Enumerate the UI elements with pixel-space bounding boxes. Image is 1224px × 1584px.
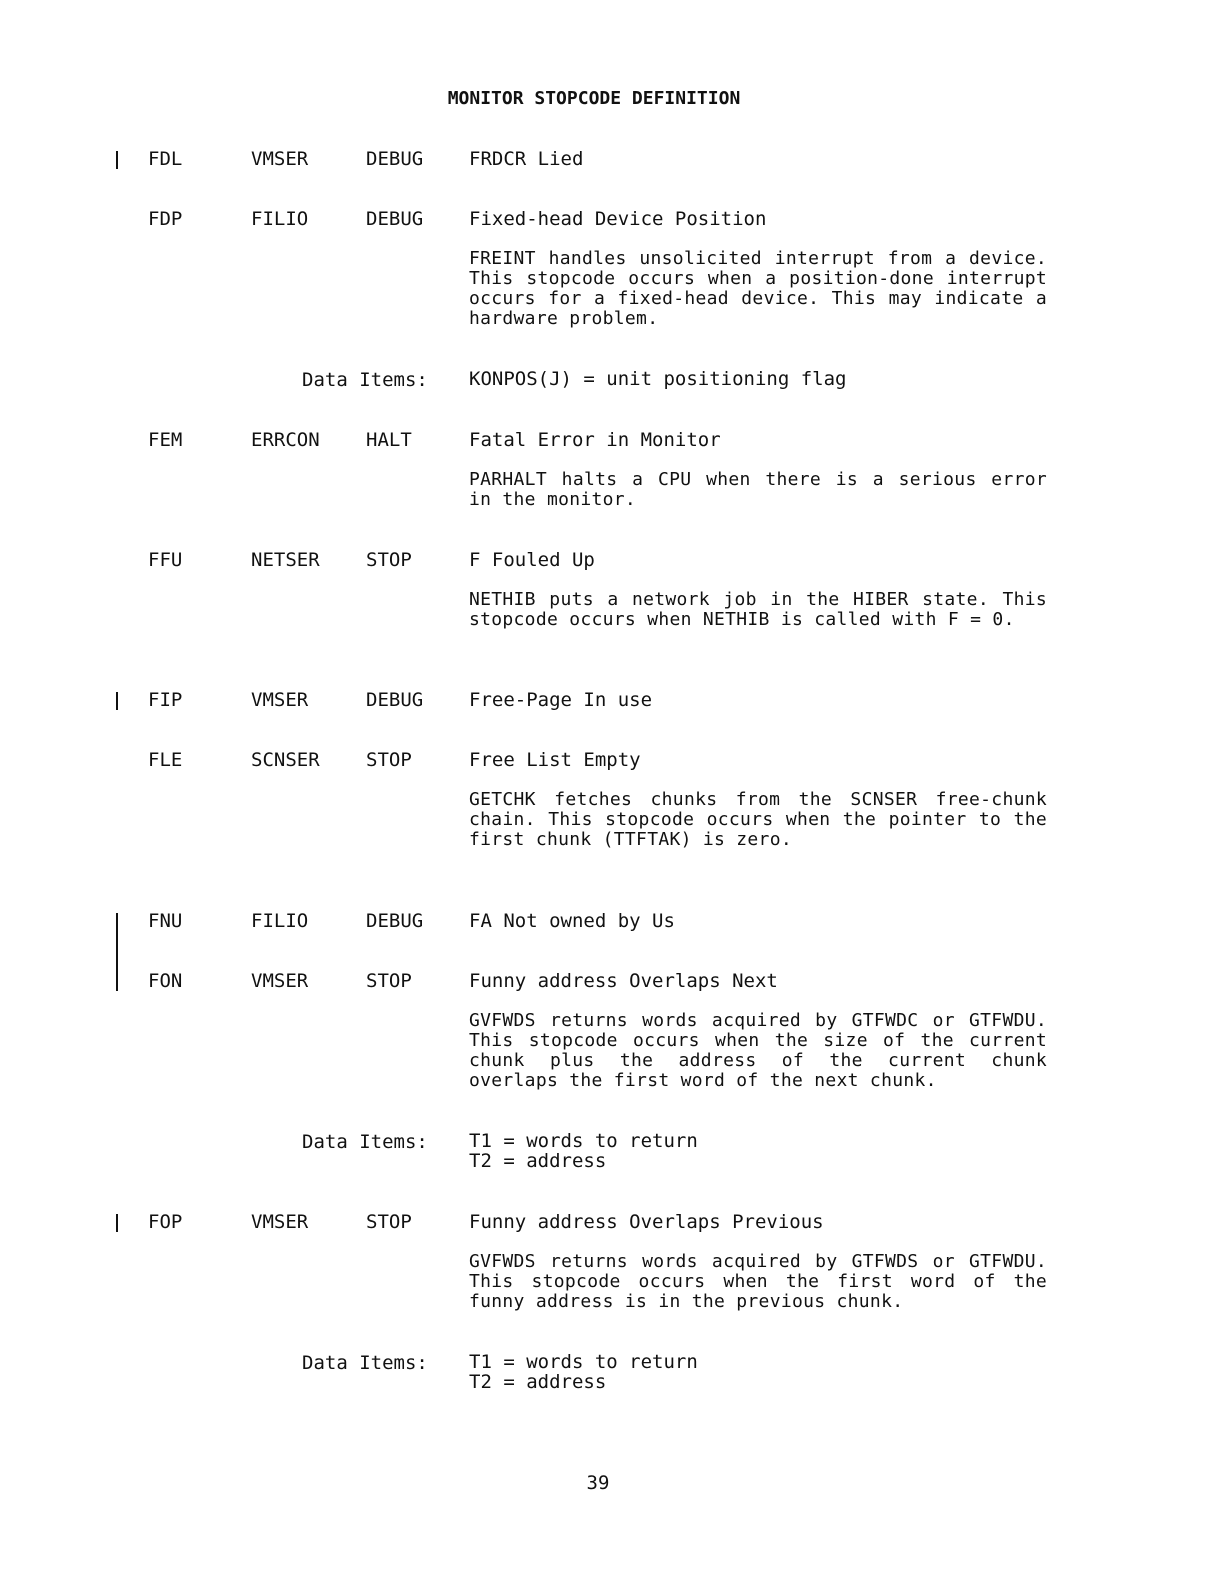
stopcode-action: STOP	[366, 749, 412, 771]
stopcode-name: FDP	[148, 208, 183, 230]
stopcode-title: FRDCR Lied	[469, 148, 584, 170]
stopcode-action: DEBUG	[366, 689, 424, 711]
stopcode-module: FILIO	[251, 910, 309, 932]
data-items-label: Data Items:	[302, 1352, 428, 1374]
stopcode-module: SCNSER	[251, 749, 320, 771]
data-items-list	[469, 369, 847, 389]
stopcode-action: DEBUG	[366, 910, 424, 932]
change-bar	[116, 151, 118, 169]
stopcode-module: VMSER	[251, 970, 309, 992]
stopcode-action: STOP	[366, 549, 412, 571]
stopcode-name: FDL	[148, 148, 183, 170]
data-items-label: Data Items:	[302, 369, 428, 391]
stopcode-description: GVFWDS returns words acquired by GTFWDC or GTFWDU. This stopcode occurs when the size of the current chunk plus the address of the current chunk overlaps the first word of the next chunk.	[469, 1010, 1047, 1091]
stopcode-description: GVFWDS returns words acquired by GTFWDS or GTFWDU. This stopcode occurs when the first word of the funny address is in the previous chunk.	[469, 1251, 1047, 1312]
data-items-list	[469, 1352, 698, 1392]
data-item: T2 = address	[469, 1371, 607, 1393]
stopcode-title: Fatal Error in Monitor	[469, 429, 721, 451]
stopcode-name: FIP	[148, 689, 183, 711]
page-title: MONITOR STOPCODE DEFINITION	[447, 88, 741, 109]
stopcode-name: FOP	[148, 1211, 183, 1233]
page-number: 39	[586, 1472, 610, 1494]
stopcode-name: FNU	[148, 910, 183, 932]
data-item: T1 = words to return	[469, 1351, 698, 1373]
stopcode-action: STOP	[366, 970, 412, 992]
data-items-label: Data Items:	[302, 1131, 428, 1153]
change-bar	[116, 1214, 118, 1232]
stopcode-description: PARHALT halts a CPU when there is a serious error in the monitor.	[469, 469, 1047, 510]
stopcode-title: Funny address Overlaps Next	[469, 970, 778, 992]
stopcode-module: ERRCON	[251, 429, 320, 451]
data-item: T1 = words to return	[469, 1130, 698, 1152]
stopcode-title: FA Not owned by Us	[469, 910, 675, 932]
stopcode-module: VMSER	[251, 148, 309, 170]
stopcode-description: GETCHK fetches chunks from the SCNSER free-chunk chain. This stopcode occurs when the pointer to the first chunk (TTFTAK) is zero.	[469, 789, 1047, 850]
stopcode-title: Funny address Overlaps Previous	[469, 1211, 824, 1233]
stopcode-description: FREINT handles unsolicited interrupt from a device. This stopcode occurs when a position-done interrupt occurs for a fixed-head device. This may indicate a hardware problem.	[469, 248, 1047, 329]
change-bar	[116, 692, 118, 710]
stopcode-module: FILIO	[251, 208, 309, 230]
stopcode-title: Free-Page In use	[469, 689, 653, 711]
stopcode-name: FFU	[148, 549, 183, 571]
stopcode-description: NETHIB puts a network job in the HIBER state. This stopcode occurs when NETHIB is called with F = 0.	[469, 589, 1047, 630]
stopcode-action: DEBUG	[366, 148, 424, 170]
data-items-list	[469, 1131, 698, 1171]
data-item: T2 = address	[469, 1150, 607, 1172]
stopcode-title: Fixed-head Device Position	[469, 208, 767, 230]
stopcode-module: VMSER	[251, 689, 309, 711]
stopcode-action: STOP	[366, 1211, 412, 1233]
stopcode-name: FEM	[148, 429, 183, 451]
change-bar	[116, 913, 118, 991]
stopcode-action: DEBUG	[366, 208, 424, 230]
stopcode-module: VMSER	[251, 1211, 309, 1233]
data-item: KONPOS(J) = unit positioning flag	[469, 368, 847, 390]
stopcode-name: FON	[148, 970, 183, 992]
stopcode-action: HALT	[366, 429, 412, 451]
stopcode-title: Free List Empty	[469, 749, 641, 771]
stopcode-title: F Fouled Up	[469, 549, 595, 571]
stopcode-module: NETSER	[251, 549, 320, 571]
stopcode-name: FLE	[148, 749, 183, 771]
